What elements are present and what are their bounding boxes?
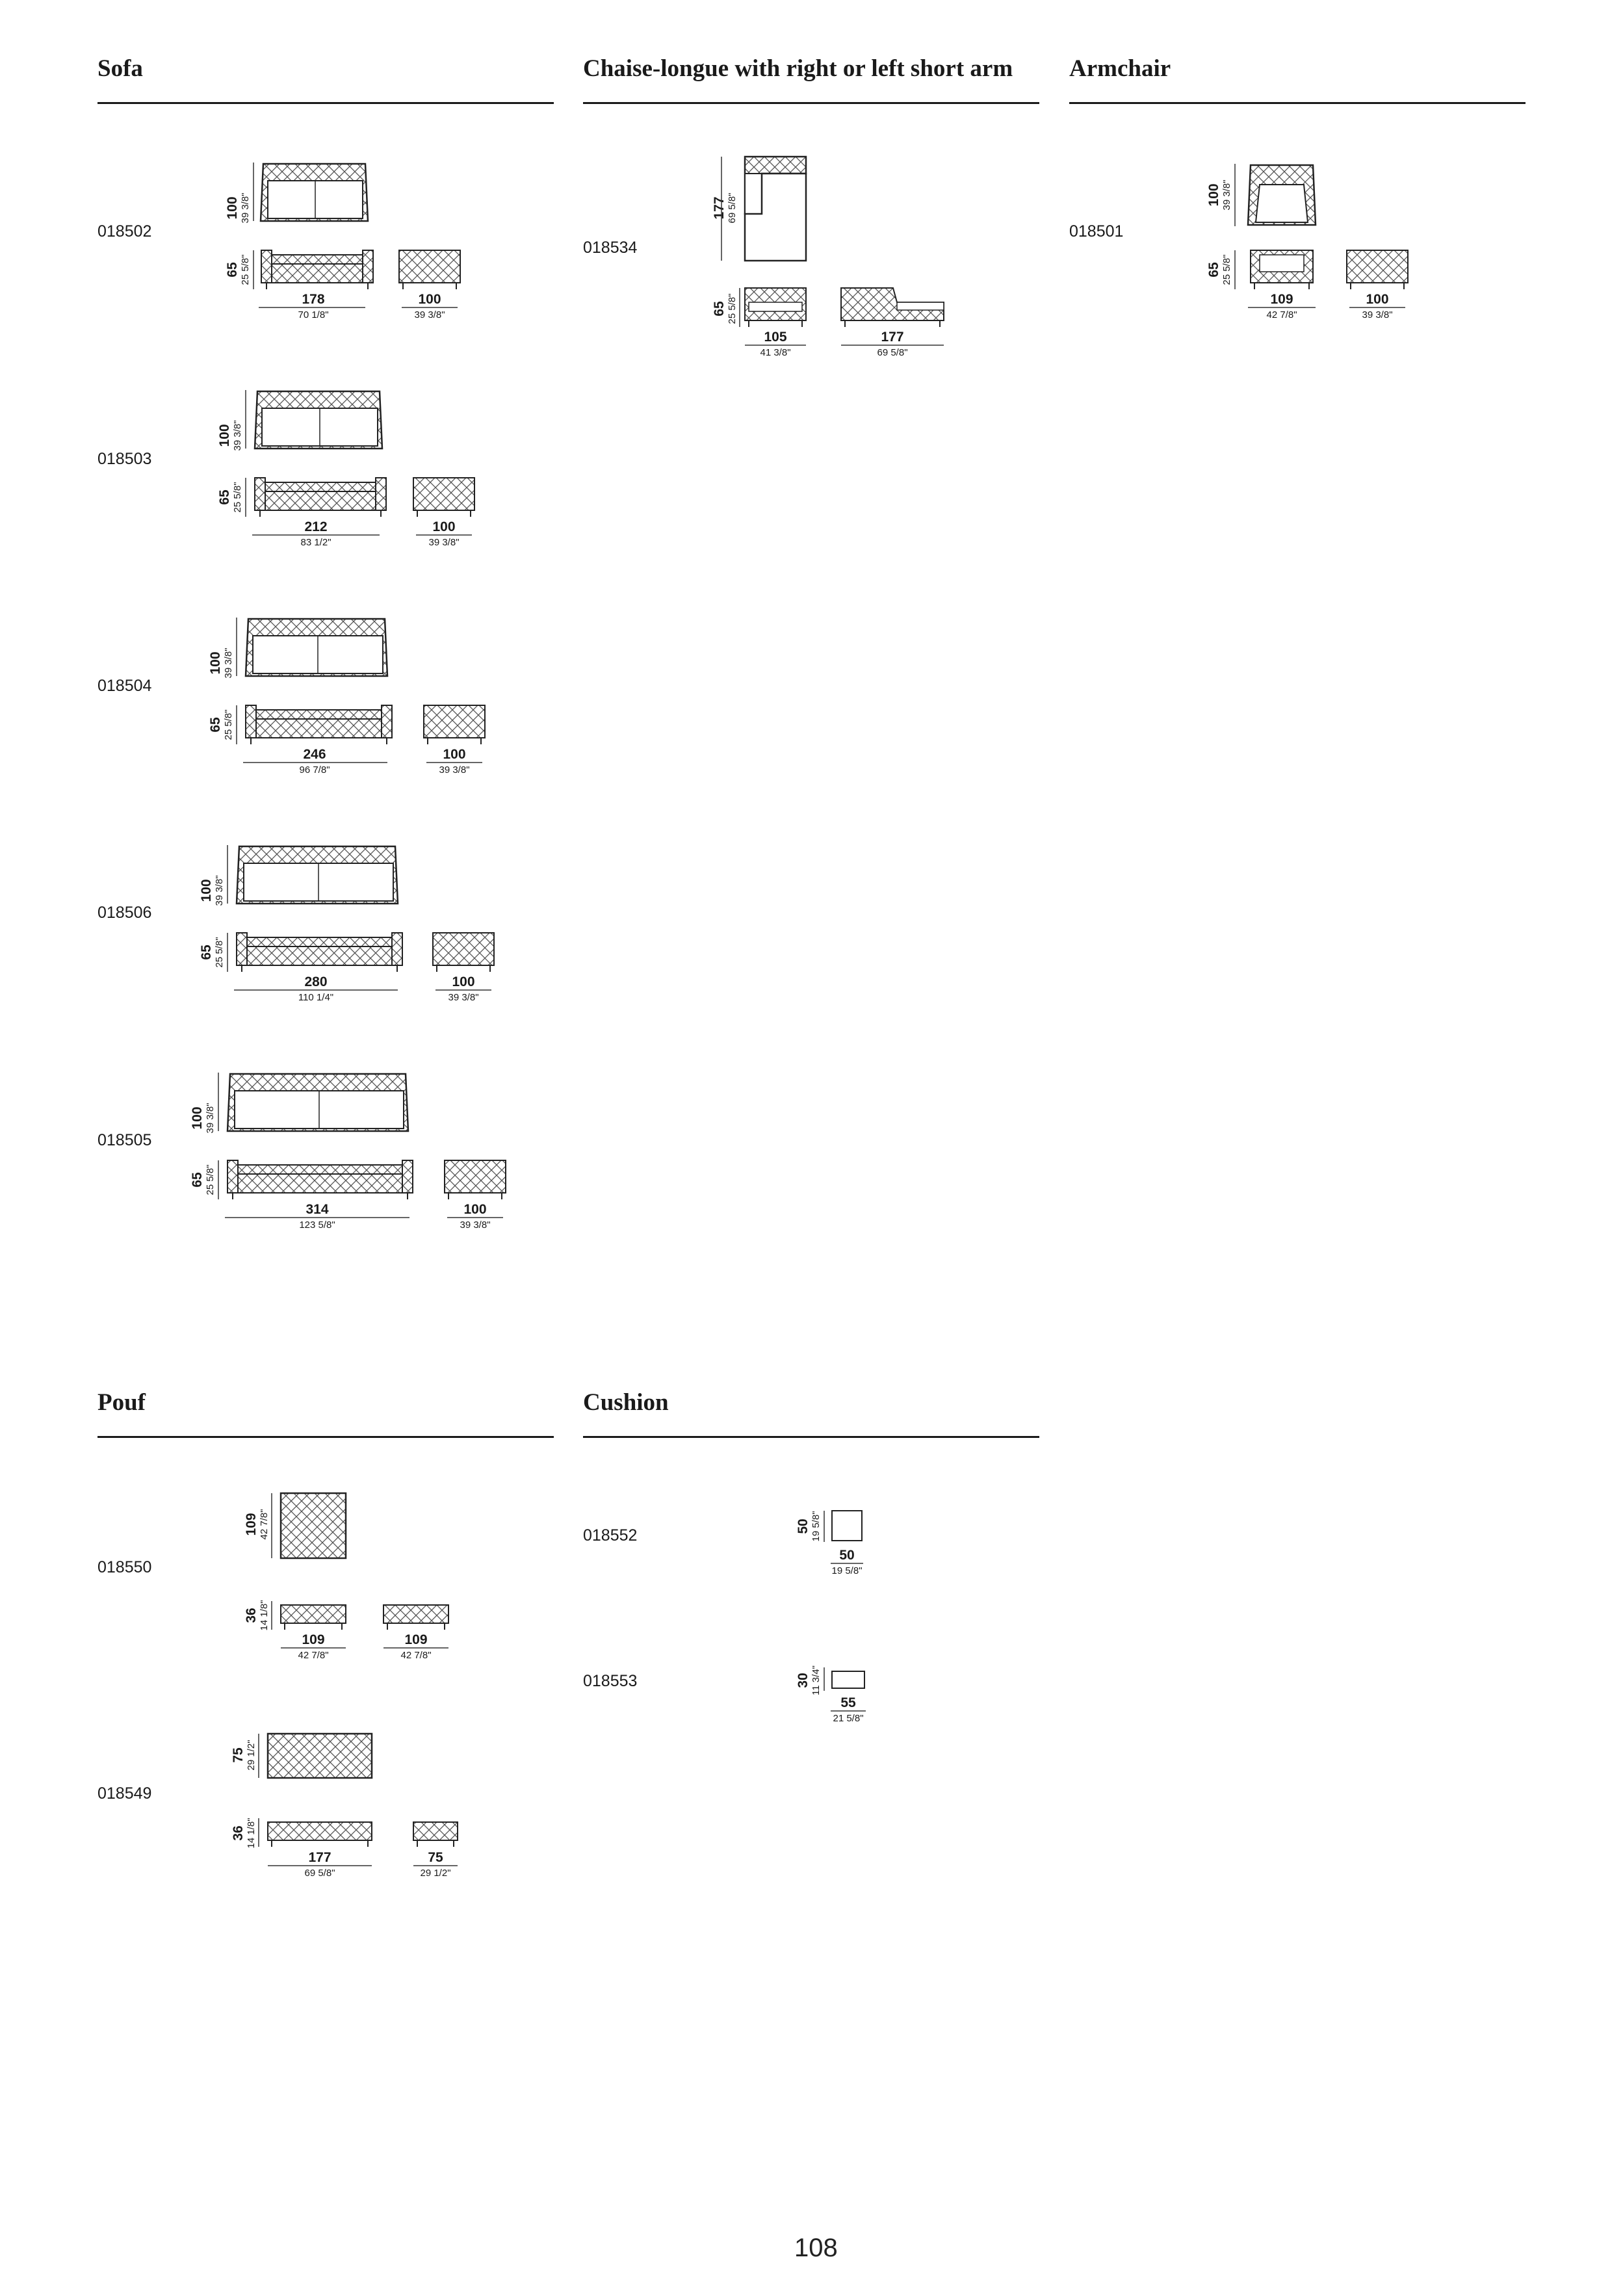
width-value: 280 — [304, 974, 328, 989]
sofa-018503-drawing — [207, 384, 512, 559]
depth-inches: 29 1/2" — [420, 1868, 451, 1879]
seat-height-inches: 14 1/8" — [246, 1818, 257, 1849]
width-value: 105 — [764, 330, 787, 345]
top-length-value: 75 — [231, 1747, 246, 1763]
seat-height-value: 65 — [225, 262, 240, 278]
height-inches: 39 3/8" — [1221, 179, 1232, 211]
sofa-018502-drawing — [214, 156, 494, 332]
product-code: 018534 — [583, 239, 638, 257]
height-inches: 39 3/8" — [240, 192, 251, 224]
height-inches: 39 3/8" — [214, 875, 225, 906]
width-value: 50 — [839, 1548, 855, 1563]
depth-value: 75 — [428, 1850, 443, 1865]
height-value: 100 — [225, 196, 240, 220]
sofa-018504-drawing — [198, 611, 523, 787]
height-value: 100 — [190, 1106, 205, 1130]
seat-height-value: 65 — [1206, 262, 1221, 278]
sofa-018505-drawing — [179, 1066, 543, 1242]
width-value: 177 — [308, 1850, 331, 1865]
depth-value: 100 — [432, 519, 456, 534]
page-number: 108 — [794, 2234, 838, 2262]
width-inches: 96 7/8" — [299, 764, 330, 776]
seat-height-value: 65 — [712, 301, 727, 317]
product-code: 018505 — [97, 1131, 152, 1149]
depth-inches: 39 3/8" — [1362, 309, 1393, 320]
width-inches: 69 5/8" — [304, 1868, 335, 1879]
width-inches: 42 7/8" — [1266, 309, 1297, 320]
width-inches: 42 7/8" — [298, 1650, 329, 1661]
depth-inches: 39 3/8" — [439, 764, 470, 776]
product-code: 018550 — [97, 1558, 152, 1576]
seat-height-inches: 14 1/8" — [259, 1600, 270, 1631]
height-value: 100 — [199, 879, 214, 902]
width-value: 109 — [1270, 292, 1293, 307]
seat-height-inches: 25 5/8" — [214, 937, 225, 968]
seat-height-inches: 25 5/8" — [205, 1164, 216, 1195]
product-code: 018503 — [97, 450, 152, 468]
chaise-018534-drawing — [702, 146, 962, 367]
seat-height-value: 65 — [217, 489, 232, 505]
section-title-armchair: Armchair — [1069, 55, 1171, 82]
top-length-inches: 69 5/8" — [727, 192, 738, 224]
seat-height-inches: 25 5/8" — [240, 254, 251, 285]
width-inches: 123 5/8" — [299, 1220, 335, 1231]
width-inches: 41 3/8" — [760, 347, 791, 358]
seat-height-inches: 25 5/8" — [727, 293, 738, 324]
product-code: 018504 — [97, 677, 152, 695]
height-inches: 11 3/4" — [811, 1665, 822, 1695]
armchair-018501-drawing — [1196, 156, 1417, 332]
depth-inches: 39 3/8" — [414, 309, 445, 320]
width-inches: 70 1/8" — [298, 309, 329, 320]
section-rule-armchair — [1069, 102, 1526, 104]
height-inches: 39 3/8" — [232, 420, 243, 451]
depth-value: 109 — [404, 1632, 428, 1647]
seat-height-inches: 25 5/8" — [1221, 254, 1232, 285]
height-value: 100 — [208, 651, 223, 675]
depth-inches: 39 3/8" — [460, 1220, 491, 1231]
section-title-pouf: Pouf — [97, 1389, 146, 1416]
width-value: 178 — [302, 292, 325, 307]
depth-value: 100 — [443, 747, 466, 762]
top-length-value: 177 — [712, 196, 727, 220]
depth-value: 100 — [1366, 292, 1389, 307]
cushion-018553-drawing — [780, 1648, 884, 1732]
seat-height-value: 65 — [208, 717, 223, 733]
height-value: 100 — [1206, 183, 1221, 207]
sofa-018506-drawing — [188, 839, 533, 1014]
top-length-inches: 29 1/2" — [246, 1740, 257, 1771]
section-title-chaise: Chaise-longue with right or left short arm — [583, 55, 1013, 82]
depth-inches: 42 7/8" — [400, 1650, 432, 1661]
section-rule-pouf — [97, 1436, 554, 1438]
seat-height-value: 65 — [190, 1172, 205, 1188]
depth-value: 100 — [418, 292, 441, 307]
product-code: 018552 — [583, 1526, 638, 1545]
height-value: 50 — [796, 1519, 811, 1534]
product-code: 018549 — [97, 1784, 152, 1803]
width-value: 55 — [840, 1695, 856, 1710]
seat-height-inches: 25 5/8" — [232, 482, 243, 513]
depth-value: 100 — [452, 974, 475, 989]
product-code: 018501 — [1069, 222, 1124, 241]
depth-inches: 39 3/8" — [428, 537, 460, 548]
depth-inches: 69 5/8" — [877, 347, 908, 358]
width-value: 314 — [305, 1202, 329, 1217]
pouf-018550-drawing — [234, 1485, 468, 1674]
height-inches: 39 3/8" — [223, 647, 234, 679]
depth-value: 177 — [881, 330, 904, 345]
depth-value: 100 — [463, 1202, 487, 1217]
section-rule-sofa — [97, 102, 554, 104]
top-length-inches: 42 7/8" — [259, 1509, 270, 1540]
top-length-value: 109 — [244, 1513, 259, 1536]
width-inches: 110 1/4" — [298, 992, 334, 1003]
cushion-018552-drawing — [780, 1502, 884, 1586]
seat-height-value: 36 — [231, 1825, 246, 1841]
width-value: 246 — [303, 747, 326, 762]
width-inches: 19 5/8" — [831, 1565, 863, 1576]
width-value: 109 — [302, 1632, 325, 1647]
width-value: 212 — [304, 519, 328, 534]
height-value: 30 — [796, 1673, 811, 1688]
height-inches: 39 3/8" — [205, 1102, 216, 1134]
height-value: 100 — [217, 424, 232, 447]
section-rule-cushion — [583, 1436, 1039, 1438]
depth-inches: 39 3/8" — [448, 992, 479, 1003]
product-code: 018502 — [97, 222, 152, 241]
height-inches: 19 5/8" — [811, 1511, 822, 1542]
seat-height-value: 65 — [199, 945, 214, 960]
section-title-sofa: Sofa — [97, 55, 143, 82]
seat-height-inches: 25 5/8" — [223, 709, 234, 740]
width-inches: 21 5/8" — [833, 1713, 864, 1724]
width-inches: 83 1/2" — [300, 537, 331, 548]
product-code: 018553 — [583, 1672, 638, 1690]
section-rule-chaise — [583, 102, 1039, 104]
seat-height-value: 36 — [244, 1608, 259, 1623]
pouf-018549-drawing — [221, 1726, 481, 1895]
product-code: 018506 — [97, 904, 152, 922]
section-title-cushion: Cushion — [583, 1389, 669, 1416]
